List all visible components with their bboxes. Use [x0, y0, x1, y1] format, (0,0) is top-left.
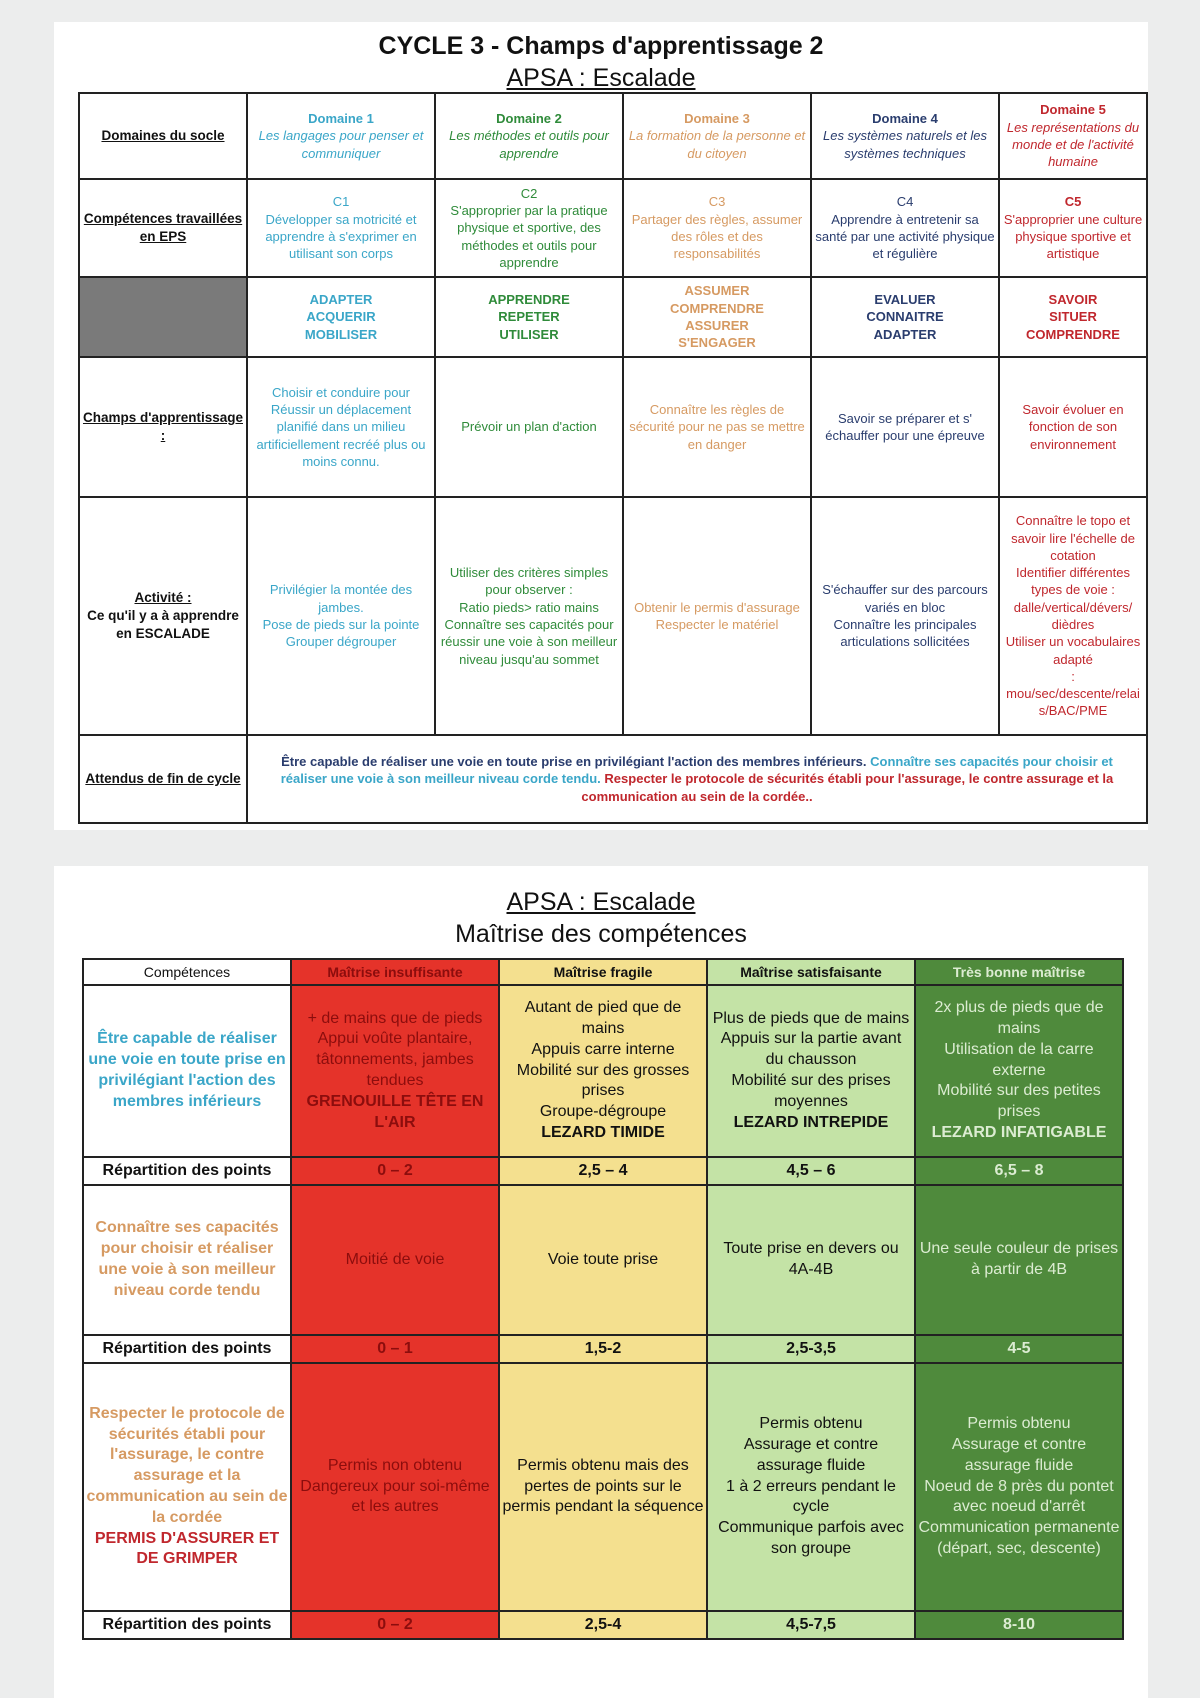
activite-d5-cell: Connaître le topo et savoir lire l'échelle de cotation Identifier différentes types de voie : dalle/vertical/dévers/ dièdres Utiliser un vocabulaires adapté : mou/sec/descente/relais/BAC/PME [999, 497, 1147, 735]
page-subtitle: APSA : Escalade [506, 64, 696, 92]
page-maitrise [54, 866, 1148, 1698]
row-attendus [79, 735, 1147, 823]
level-tres-bonne: Une seule couleur de prises à partir de 4B [915, 1185, 1123, 1335]
header-satisfaisante: Maîtrise satisfaisante [707, 959, 915, 985]
header-fragile: Maîtrise fragile [499, 959, 707, 985]
champs-d1-cell: Choisir et conduire pour Réussir un déplacement planifié dans un milieu artificiellement recréé plus ou moins connu. [247, 357, 435, 497]
points-row-3 [83, 1611, 1123, 1639]
row-champs [79, 357, 1147, 497]
verbes-d2-cell: APPRENDRE REPETER UTILISER [435, 277, 623, 357]
criterion-label: Être capable de réaliser une voie en toute prise en privilégiant l'action des membres inférieurs [83, 985, 291, 1157]
criterion-label: Respecter le protocole de sécurités établi pour l'assurage, le contre assurage et la communication au sein de la cordée PERMIS D'ASSURER ET DE GRIMPER [83, 1363, 291, 1611]
verbes-d4-cell: EVALUER CONNAITRE ADAPTER [811, 277, 999, 357]
level-insuffisante: + de mains que de pieds Appui voûte plantaire, tâtonnements, jambes tendues GRENOUILLE TÊTE EN L'AIR [291, 985, 499, 1157]
level-fragile: Voie toute prise [499, 1185, 707, 1335]
competence-c5-cell: C5 S'approprier une culture physique sportive et artistique [999, 179, 1147, 277]
points-tres-bonne: 4-5 [915, 1335, 1123, 1363]
domaine-5-cell: Domaine 5 Les représentations du monde et de l'activité humaine [999, 93, 1147, 179]
level-insuffisante: Permis non obtenu Dangereux pour soi-même et les autres [291, 1363, 499, 1611]
row-head-activite: Activité : Ce qu'il y a à apprendre en ESCALADE [79, 497, 247, 735]
header-row [83, 959, 1123, 985]
points-satisfaisante: 4,5 – 6 [707, 1157, 915, 1185]
level-insuffisante: Moitié de voie [291, 1185, 499, 1335]
points-fragile: 1,5-2 [499, 1335, 707, 1363]
domaine-4-cell: Domaine 4 Les systèmes naturels et les systèmes techniques [811, 93, 999, 179]
activite-d1-cell: Privilégier la montée des jambes. Pose de pieds sur la pointe Grouper dégrouper [247, 497, 435, 735]
grey-empty-cell [79, 277, 247, 357]
domaine-2-cell: Domaine 2 Les méthodes et outils pour apprendre [435, 93, 623, 179]
points-label: Répartition des points [83, 1611, 291, 1639]
points-label: Répartition des points [83, 1157, 291, 1185]
points-tres-bonne: 8-10 [915, 1611, 1123, 1639]
points-row-2 [83, 1335, 1123, 1363]
activite-d2-cell: Utiliser des critères simples pour observer : Ratio pieds> ratio mains Connaître ses capacités pour réussir une voie à son meilleur niveau jusqu'au sommet [435, 497, 623, 735]
row-domaines [79, 93, 1147, 179]
activite-d4-cell: S'échauffer sur des parcours variés en bloc Connaître les principales articulations sollicitées [811, 497, 999, 735]
level-satisfaisante: Toute prise en devers ou 4A-4B [707, 1185, 915, 1335]
header-insuffisante: Maîtrise insuffisante [291, 959, 499, 985]
points-fragile: 2,5 – 4 [499, 1157, 707, 1185]
maitrise-table [82, 958, 1124, 1640]
domaine-3-cell: Domaine 3 La formation de la personne et du citoyen [623, 93, 811, 179]
criterion-label: Connaître ses capacités pour choisir et réaliser une voie à son meilleur niveau corde tendu [83, 1185, 291, 1335]
row-activite [79, 497, 1147, 735]
row-head-attendus: Attendus de fin de cycle [79, 735, 247, 823]
points-label: Répartition des points [83, 1335, 291, 1363]
points-tres-bonne: 6,5 – 8 [915, 1157, 1123, 1185]
champs-d4-cell: Savoir se préparer et s' échauffer pour une épreuve [811, 357, 999, 497]
verbes-d1-cell: ADAPTER ACQUERIR MOBILISER [247, 277, 435, 357]
champs-d5-cell: Savoir évoluer en fonction de son environnement [999, 357, 1147, 497]
points-insuffisante: 0 – 1 [291, 1335, 499, 1363]
row-head-champs: Champs d'apprentissage : [79, 357, 247, 497]
competence-c3-cell: C3 Partager des règles, assumer des rôles et des responsabilités [623, 179, 811, 277]
points-satisfaisante: 4,5-7,5 [707, 1611, 915, 1639]
level-satisfaisante: Plus de pieds que de mains Appuis sur la partie avant du chausson Mobilité sur des prises moyennes LEZARD INTREPIDE [707, 985, 915, 1157]
level-fragile: Autant de pied que de mains Appuis carre interne Mobilité sur des grosses prises Groupe-dégroupe LEZARD TIMIDE [499, 985, 707, 1157]
criterion-row-2 [83, 1185, 1123, 1335]
champs-d2-cell: Prévoir un plan d'action [435, 357, 623, 497]
header-tres-bonne: Très bonne maîtrise [915, 959, 1123, 985]
level-tres-bonne: 2x plus de pieds que de mains Utilisation de la carre externe Mobilité sur des petites prises LEZARD INFATIGABLE [915, 985, 1123, 1157]
row-competences [79, 179, 1147, 277]
competence-c1-cell: C1 Développer sa motricité et apprendre à s'exprimer en utilisant son corps [247, 179, 435, 277]
points-insuffisante: 0 – 2 [291, 1611, 499, 1639]
level-fragile: Permis obtenu mais des pertes de points sur le permis pendant la séquence [499, 1363, 707, 1611]
level-satisfaisante: Permis obtenu Assurage et contre assurage fluide 1 à 2 erreurs pendant le cycle Communique parfois avec son groupe [707, 1363, 915, 1611]
row-head-domaines: Domaines du socle [79, 93, 247, 179]
level-tres-bonne: Permis obtenu Assurage et contre assurage fluide Noeud de 8 près du pontet avec noeud d'arrêt Communication permanente (départ, sec, descente) [915, 1363, 1123, 1611]
page2-title: APSA : Escalade [506, 888, 696, 916]
points-satisfaisante: 2,5-3,5 [707, 1335, 915, 1363]
points-row-1 [83, 1157, 1123, 1185]
criterion-row-1 [83, 985, 1123, 1157]
row-head-competences: Compétences travaillées en EPS [79, 179, 247, 277]
header-competences: Compétences [83, 959, 291, 985]
verbes-d3-cell: ASSUMER COMPRENDRE ASSURER S'ENGAGER [623, 277, 811, 357]
row-verbes [79, 277, 1147, 357]
activite-d3-cell: Obtenir le permis d'assurage Respecter le matériel [623, 497, 811, 735]
page-cycle3 [54, 22, 1148, 830]
attendus-cell: Être capable de réaliser une voie en toute prise en privilégiant l'action des membres inférieurs. Connaître ses capacités pour choisir et réaliser une voie à son meilleur niveau corde tendu. Respecter le protocole de sécurités établi pour l'assurage, le contre assurage et la communication au sein de la cordée.. [247, 735, 1147, 823]
points-fragile: 2,5-4 [499, 1611, 707, 1639]
page-title: CYCLE 3 - Champs d'apprentissage 2 [378, 32, 824, 60]
verbes-d5-cell: SAVOIR SITUER COMPRENDRE [999, 277, 1147, 357]
criterion-row-3 [83, 1363, 1123, 1611]
champs-apprentissage-table [78, 92, 1148, 824]
champs-d3-cell: Connaître les règles de sécurité pour ne pas se mettre en danger [623, 357, 811, 497]
page2-subtitle: Maîtrise des compétences [455, 920, 747, 948]
domaine-1-cell: Domaine 1 Les langages pour penser et communiquer [247, 93, 435, 179]
competence-c4-cell: C4 Apprendre à entretenir sa santé par une activité physique et régulière [811, 179, 999, 277]
competence-c2-cell: C2 S'approprier par la pratique physique et sportive, des méthodes et outils pour apprendre [435, 179, 623, 277]
points-insuffisante: 0 – 2 [291, 1157, 499, 1185]
